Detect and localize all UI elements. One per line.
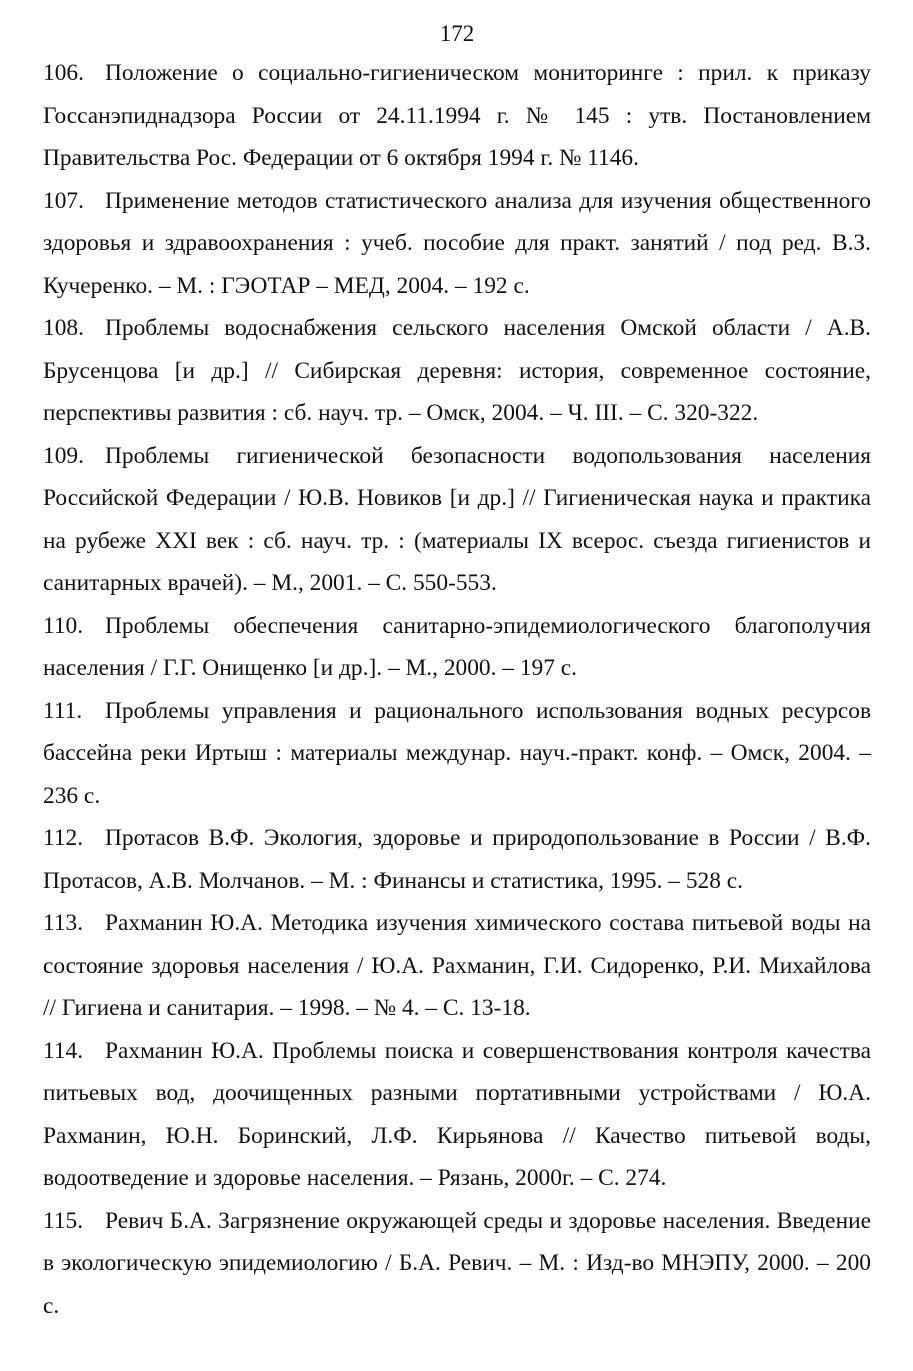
reference-item <box>43 1030 871 1200</box>
reference-text: Применение методов статистического анализа для изучения общественного здоровья и здравоохранения : учеб. пособие для практ. занятий / под ред. В.З. Кучеренко. – М. : ГЭОТАР – МЕД, 2004. – 192 с. <box>43 187 871 299</box>
reference-item <box>43 435 871 605</box>
reference-item <box>43 902 871 1030</box>
reference-item <box>43 307 871 435</box>
reference-text: Положение о социально-гигиеническом мониторинге : прил. к приказу Госсанэпиднадзора России от 24.11.1994 г. № 145 : утв. Постановлением Правительства Рос. Федерации от 6 октября 1994 г. № 1146. <box>43 60 871 171</box>
reference-text: Проблемы обеспечения санитарно-эпидемиологического благополучия населения / Г.Г. Онищенко [и др.]. – М., 2000. – 197 с. <box>43 612 871 681</box>
reference-text: Проблемы гигиенической безопасности водопользования населения Российской Федерации / Ю.В. Новиков [и др.] // Гигиеническая наука и практика на рубеже XXI век : сб. науч. тр. : (материалы IX всерос. съезда гигиенистов и санитарных врачей). – М., 2001. – С. 550-553. <box>43 442 871 596</box>
reference-text: Проблемы управления и рационального использования водных ресурсов бассейна реки Иртыш : материалы междунар. науч.-практ. конф. – Омск, 2004. – 236 с. <box>43 697 871 809</box>
reference-text: Рахманин Ю.А. Методика изучения химического состава питьевой воды на состояние здоровья населения / Ю.А. Рахманин, Г.И. Сидоренко, Р.И. Михайлова // Гигиена и санитария. – 1998. – № 4. – С. 13-18. <box>43 910 871 1021</box>
reference-number: 107. <box>43 187 84 214</box>
reference-number: 108. <box>43 315 84 341</box>
reference-text: Рахманин Ю.А. Проблемы поиска и совершенствования контроля качества питьевых вод, доочищенных разными портативными устройствами / Ю.А. Рахманин, Ю.Н. Боринский, Л.Ф. Кирьянова // Качество питьевой воды, водоотведение и здоровье населения. – Рязань, 2000г. – С. 274. <box>43 1037 871 1191</box>
reference-text: Ревич Б.А. Загрязнение окружающей среды и здоровье населения. Введение в экологическую эпидемиологию / Б.А. Ревич. – М. : Изд-во МНЭПУ, 2000. – 200 с. <box>43 1207 871 1319</box>
reference-number: 114. <box>43 1037 84 1064</box>
reference-list <box>43 52 871 1327</box>
reference-number: 111. <box>43 697 83 724</box>
reference-item <box>43 605 871 690</box>
reference-text: Проблемы водоснабжения сельского населения Омской области / А.В. Брусенцова [и др.] // Сибирская деревня: история, современное состояние, перспективы развития : сб. науч. тр. – Омск, 2004. – Ч. III. – С. 320-322. <box>43 315 871 426</box>
reference-number: 106. <box>43 60 84 86</box>
reference-number: 112. <box>43 825 84 851</box>
reference-number: 113. <box>43 910 84 936</box>
reference-item <box>43 690 871 818</box>
reference-item <box>43 1200 871 1328</box>
reference-number: 109. <box>43 442 84 469</box>
reference-number: 110. <box>43 612 84 639</box>
reference-text: Протасов В.Ф. Экология, здоровье и природопользование в России / В.Ф. Протасов, А.В. Молчанов. – М. : Финансы и статистика, 1995. – 528 с. <box>43 825 871 894</box>
reference-number: 115. <box>43 1207 84 1234</box>
reference-item <box>43 817 871 902</box>
reference-item <box>43 52 871 180</box>
page-number: 172 <box>439 21 475 46</box>
reference-item <box>43 180 871 308</box>
